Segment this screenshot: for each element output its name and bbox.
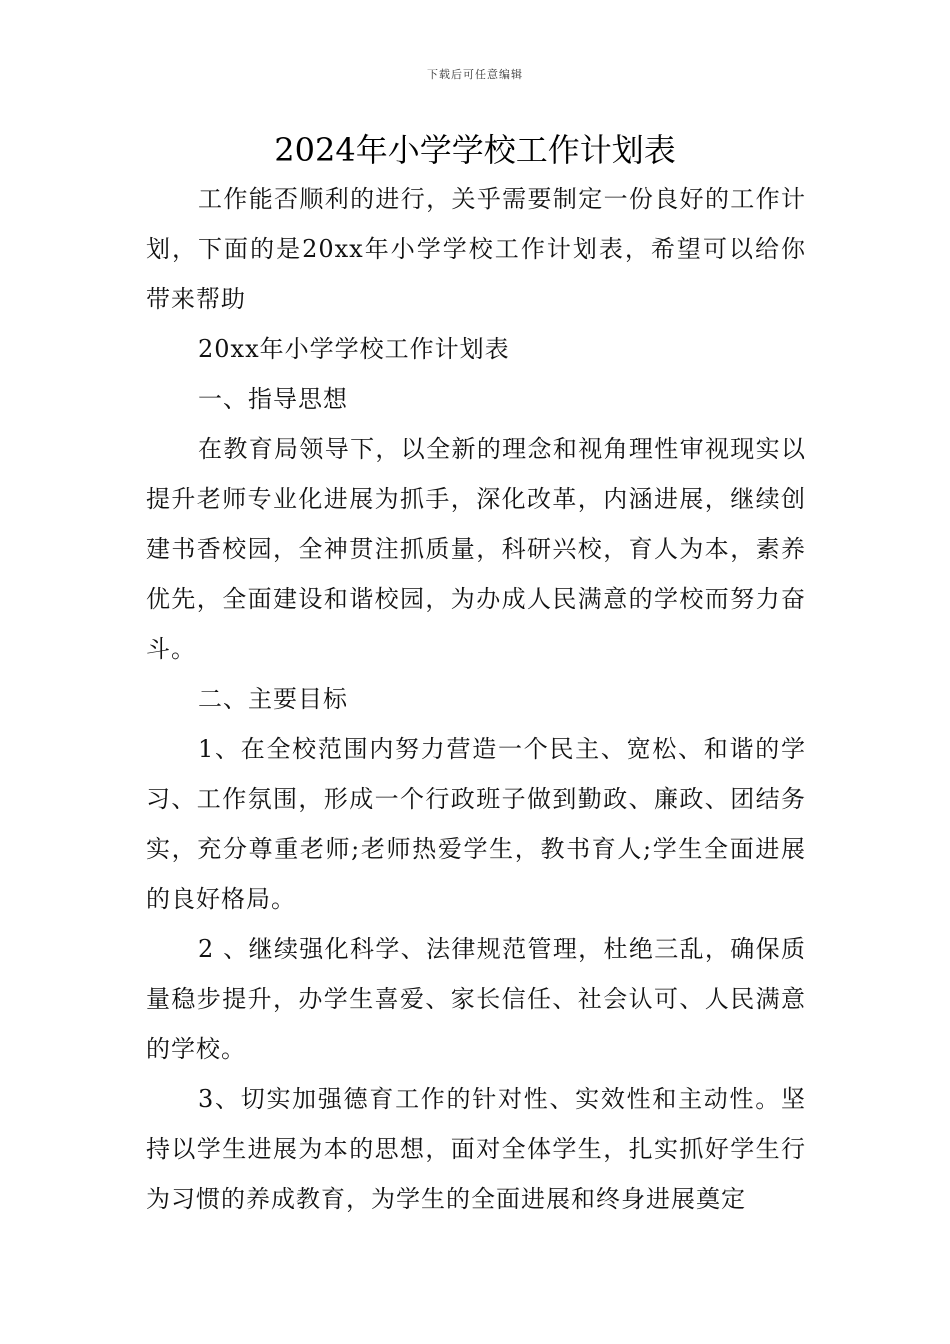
paragraph-intro: 工作能否顺利的进行，关乎需要制定一份良好的工作计划，下面的是20xx年小学学校工作计划表，希望可以给你带来帮助 (146, 185, 806, 313)
paragraph-guiding-thought: 在教育局领导下，以全新的理念和视角理性审视现实以提升老师专业化进展为抓手，深化改革，内涵进展，继续创建书香校园，全神贯注抓质量，科研兴校，育人为本，素养优先，全面建设和谐校园，为办成人民满意的学校而努力奋斗。 (146, 435, 806, 663)
section-heading-main-goals: 二、主要目标 (198, 685, 348, 713)
paragraph-goal-1: 1、在全校范围内努力营造一个民主、宽松、和谐的学习、工作氛围，形成一个行政班子做到勤政、廉政、团结务实，充分尊重老师;老师热爱学生，教书育人;学生全面进展的良好格局。 (146, 735, 806, 913)
paragraph-goal-2: 2 、继续强化科学、法律规范管理，杜绝三乱，确保质量稳步提升，办学生喜爱、家长信任、社会认可、人民满意的学校。 (146, 935, 806, 1063)
document-body (146, 174, 806, 1224)
paragraph-subtitle: 20xx年小学学校工作计划表 (198, 335, 510, 363)
paragraph-goal-3: 3、切实加强德育工作的针对性、实效性和主动性。坚持以学生进展为本的思想，面对全体学生，扎实抓好学生行为习惯的养成教育，为学生的全面进展和终身进展奠定 (146, 1085, 806, 1213)
document-title: 2024年小学学校工作计划表 (274, 131, 676, 169)
page-header-note: 下载后可任意编辑 (427, 68, 523, 81)
section-heading-guiding-thought: 一、指导思想 (198, 385, 348, 413)
